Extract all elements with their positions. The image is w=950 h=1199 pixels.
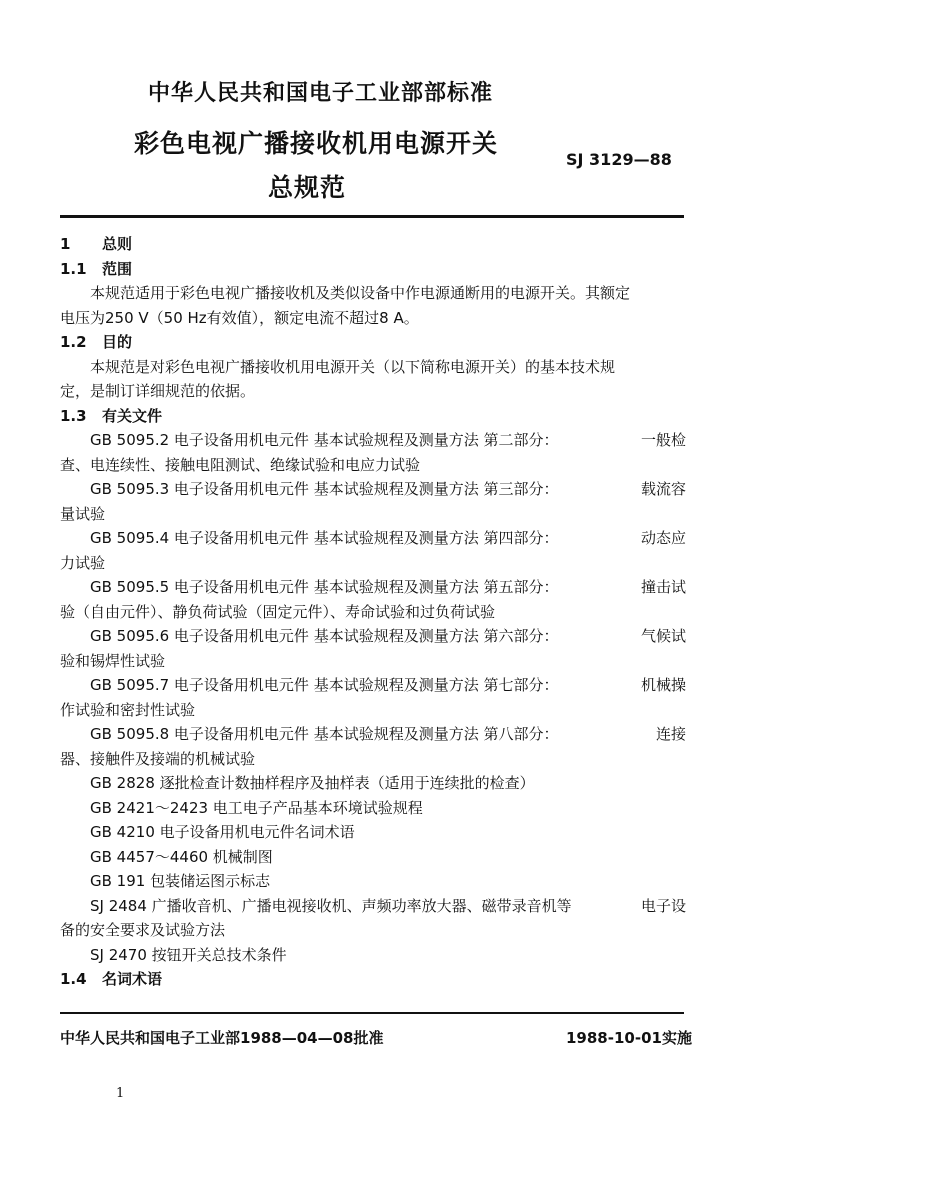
effective-date: 1988-10-01实施 [566, 1029, 692, 1047]
approval-date: 中华人民共和国电子工业部1988—04—08批准 [60, 1029, 384, 1047]
reference-text: GB 5095.3 电子设备用机电元件 基本试验规程及测量方法 第三部分： [90, 480, 559, 498]
issuing-authority: 中华人民共和国电子工业部部标准 [148, 81, 494, 106]
reference-line [60, 624, 686, 649]
reference-text: GB 5095.7 电子设备用机电元件 基本试验规程及测量方法 第七部分： [90, 676, 559, 694]
section-title: 有关文件 [102, 406, 163, 425]
paragraph-line: 本规范适用于彩色电视广播接收机及类似设备中作电源通断用的电源开关。其额定 [90, 284, 631, 302]
reference-text: GB 5095.8 电子设备用机电元件 基本试验规程及测量方法 第八部分： [90, 725, 559, 743]
reference-line [60, 428, 686, 453]
section-heading-1-2 [60, 330, 686, 355]
standard-code: SJ 3129—88 [566, 150, 672, 169]
reference-text: 气候试 [640, 627, 686, 645]
document-title-line2: 总规范 [268, 173, 347, 202]
reference-continuation: 验（自由元件）、静负荷试验（固定元件）、寿命试验和过负荷试验 [60, 602, 496, 621]
reference-continuation: 器、接触件及接端的机械试验 [60, 749, 256, 768]
reference-text: 连接 [655, 725, 686, 743]
footer-rule [60, 1012, 684, 1014]
section-heading-1-1 [60, 257, 686, 282]
reference-line: GB 191 包装储运图示标志 [90, 872, 271, 890]
reference-text: 机械操 [640, 676, 686, 694]
reference-line [60, 722, 686, 747]
section-number: 1 [60, 235, 71, 253]
reference-text: SJ 2484 广播收音机、广播电视接收机、声频功率放大器、磁带录音机等 [90, 896, 572, 915]
page-number: 1 [116, 1086, 125, 1101]
reference-line [60, 894, 686, 919]
paragraph-line: 电压为250 V（50 Hz有效值），额定电流不超过8 A。 [60, 308, 419, 327]
section-title: 总则 [102, 235, 133, 253]
reference-text: 一般检 [640, 431, 686, 449]
section-title: 范围 [102, 259, 133, 278]
reference-continuation: 验和锡焊性试验 [60, 651, 166, 670]
reference-continuation: 作试验和密封性试验 [60, 700, 196, 719]
reference-line: GB 4210 电子设备用机电元件名词术语 [90, 823, 355, 841]
reference-text: 撞击试 [640, 578, 686, 596]
reference-continuation: 查、电连续性、接触电阻测试、绝缘试验和电应力试验 [60, 455, 421, 474]
reference-continuation: 量试验 [60, 504, 106, 523]
reference-line: GB 2421～2423 电工电子产品基本环境试验规程 [90, 798, 423, 817]
section-title: 名词术语 [102, 970, 163, 988]
reference-line [60, 526, 686, 551]
reference-text: GB 5095.6 电子设备用机电元件 基本试验规程及测量方法 第六部分： [90, 627, 559, 645]
section-number: 1.4 [60, 970, 87, 988]
reference-text: GB 5095.5 电子设备用机电元件 基本试验规程及测量方法 第五部分： [90, 578, 559, 596]
reference-line [60, 575, 686, 600]
reference-continuation: 力试验 [60, 553, 106, 572]
section-number: 1.2 [60, 333, 87, 351]
reference-line: GB 4457～4460 机械制图 [90, 847, 273, 866]
reference-line [60, 673, 686, 698]
paragraph-line: 定，是制订详细规范的依据。 [60, 382, 256, 400]
reference-line [60, 477, 686, 502]
section-heading-1-3 [60, 404, 686, 429]
reference-text: GB 5095.2 电子设备用机电元件 基本试验规程及测量方法 第二部分： [90, 431, 559, 449]
reference-text: 电子设 [640, 896, 686, 915]
reference-text: 载流容 [640, 480, 686, 498]
section-number: 1.1 [60, 259, 87, 278]
section-title: 目的 [102, 333, 133, 351]
header-rule [60, 215, 684, 218]
reference-text: GB 5095.4 电子设备用机电元件 基本试验规程及测量方法 第四部分： [90, 529, 559, 547]
reference-continuation: 备的安全要求及试验方法 [60, 921, 226, 939]
paragraph-line: 本规范是对彩色电视广播接收机用电源开关（以下简称电源开关）的基本技术规 [90, 357, 616, 376]
reference-text: 动态应 [640, 529, 686, 547]
reference-line: SJ 2470 按钮开关总技术条件 [90, 945, 287, 964]
section-heading-1 [60, 232, 686, 257]
reference-line: GB 2828 逐批检查计数抽样程序及抽样表（适用于连续批的检查） [90, 774, 535, 792]
section-number: 1.3 [60, 406, 87, 425]
document-body [60, 232, 686, 992]
document-title-line1: 彩色电视广播接收机用电源开关 [134, 129, 499, 158]
section-heading-1-4 [60, 967, 686, 992]
